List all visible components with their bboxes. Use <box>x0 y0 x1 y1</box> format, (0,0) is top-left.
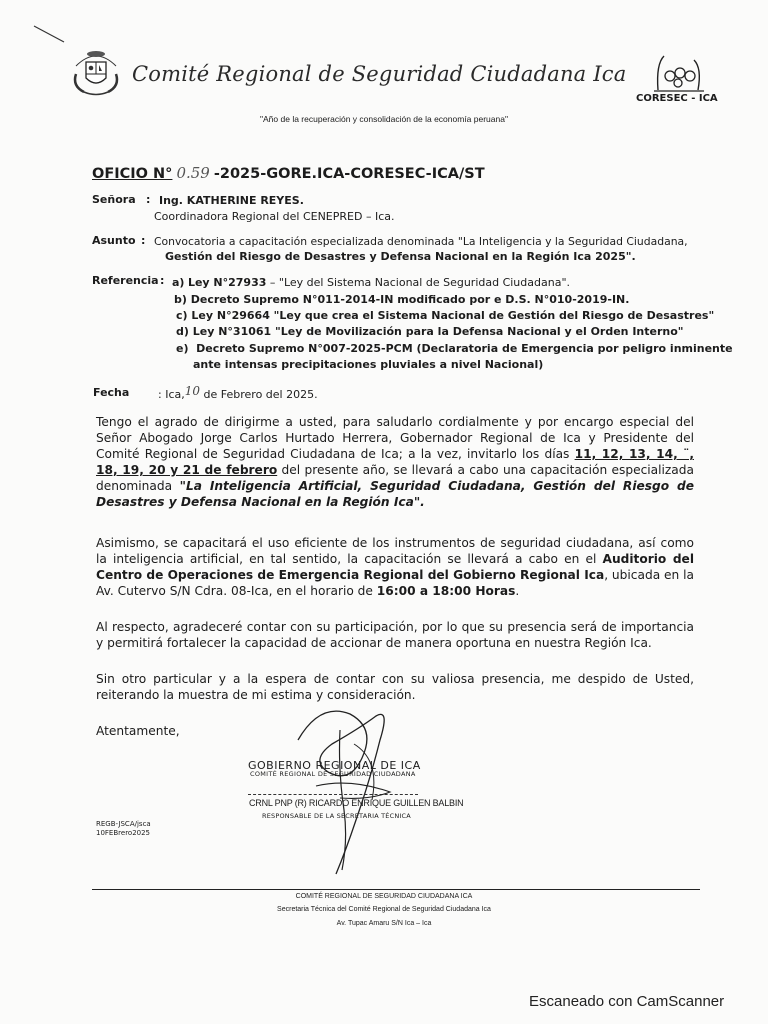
reference-item-e-line2: ante intensas precipitaciones pluviales a nivel Nacional) <box>193 358 544 371</box>
initials-line-1: REGB-JSCA/jsca <box>96 820 151 828</box>
recipient-name: Ing. KATHERINE REYES. <box>159 194 304 207</box>
signatory-name: CRNL PNP (R) RICARDO ENRIQUE GUILLEN BALBIN <box>249 798 464 808</box>
colon: : <box>141 234 146 247</box>
ref-letter: c) <box>176 309 188 322</box>
pen-mark <box>32 22 66 46</box>
reference-item-d <box>176 325 684 338</box>
ref-bold: Ley N°27933 <box>187 276 267 289</box>
oficio-number <box>92 164 485 182</box>
oficio-prefix: OFICIO N° <box>92 166 173 182</box>
date-handwritten-day: 10 <box>184 384 201 398</box>
reference-item-a <box>172 276 570 289</box>
p2-text-2: , ubicada en la Av. Cutervo S/N Cdra. 08-Ica, en el horario de <box>96 568 694 598</box>
p1-days: 11, 12, 13, 14, ¨, 18, 19, 20 y 21 de febrero <box>96 447 694 477</box>
p2-text: Asimismo, se capacitará el uso eficiente de los instrumentos de seguridad ciudadana, así como la inteligencia artificial, en tal sentido, la capacitación se llevará a cabo en el <box>96 536 694 566</box>
ref-letter: d) <box>176 325 189 338</box>
recipient-label: Señora <box>92 193 136 206</box>
committee-title: Comité Regional de Seguridad Ciudadana Ica <box>132 62 627 86</box>
subject-line-1 <box>154 235 688 248</box>
p1-text: Tengo el agrado de dirigirme a usted, para saludarlo cordialmente y por encargo especial del Señor Abogado Jorge Carlos Hurtado Herrera, Gobernador Regional de Ica y Presidente del Comité Regional de Seguridad Ciudadana de Ica; a la vez, invitarlo los días <box>96 415 694 461</box>
ref-letter: b) <box>174 293 187 306</box>
coresec-label: CORESEC - ICA <box>636 93 718 104</box>
ref-bold: Decreto Supremo N°007-2025-PCM (Declaratoria de Emergencia por peligro inminente <box>196 342 733 355</box>
signature-org-sub: COMITÉ REGIONAL DE SEGURIDAD CIUDADANA <box>250 770 416 778</box>
reference-label: Referencia <box>92 274 159 287</box>
date-value <box>158 384 318 401</box>
coresec-logo-icon <box>648 54 708 94</box>
p1-text-2: del presente año, se llevará a cabo una capacitación especializada denominada <box>96 463 694 493</box>
footer-line-1: COMITÉ REGIONAL DE SEGURIDAD CIUDADANA ICA <box>295 893 473 900</box>
signatory-role: RESPONSABLE DE LA SECRETARIA TÉCNICA <box>262 812 411 820</box>
ref-letter: e) <box>176 342 189 355</box>
date-label: Fecha <box>93 386 130 399</box>
p1-course-title: "La Inteligencia Artificial, Seguridad Ciudadana, Gestión del Riesgo de Desastres y Defensa Nacional en la Región Ica". <box>96 479 694 509</box>
subject-line-2: Gestión del Riesgo de Desastres y Defensa Nacional en la Región Ica 2025". <box>165 250 636 263</box>
reference-item-b <box>174 293 629 306</box>
ref-letter: a) <box>172 276 185 289</box>
peru-coat-of-arms-icon <box>68 44 124 100</box>
reference-item-c <box>176 309 714 322</box>
body-paragraph-1 <box>96 414 694 510</box>
closing: Atentamente, <box>96 724 180 738</box>
date-prefix: : Ica, <box>158 388 185 401</box>
footer-line-3: Av. Tupac Amaru S/N Ica – Ica <box>336 920 432 927</box>
body-paragraph-2 <box>96 535 694 599</box>
footer-line-2: Secretaria Técnica del Comité Regional de Seguridad Ciudadana Ica <box>277 906 491 913</box>
footer-divider <box>92 889 700 890</box>
colon: : <box>146 193 151 206</box>
recipient-title: Coordinadora Regional del CENEPRED – Ica. <box>154 210 395 223</box>
subject-text-1: Convocatoria a capacitación especializada denominada "La Inteligencia y la Seguridad Ciudadana, <box>154 235 688 248</box>
body-paragraph-4: Sin otro particular y a la espera de contar con su valiosa presencia, me despido de Usted, reiterando la muestra de mi estima y consideración. <box>96 672 694 702</box>
ref-bold: Decreto Supremo N°011-2014-IN modificado por e D.S. N°010-2019-IN. <box>190 293 630 306</box>
p2-text-3: . <box>515 584 520 598</box>
oficio-suffix: -2025-GORE.ICA-CORESEC-ICA/ST <box>213 166 485 182</box>
reference-item-e <box>176 342 733 355</box>
oficio-handwritten-number: 0.59 <box>176 164 210 182</box>
ref-bold: Ley N°31061 "Ley de Movilización para la Defensa Nacional y el Orden Interno" <box>192 325 684 338</box>
ref-text: – "Ley del Sistema Nacional de Seguridad Ciudadana". <box>266 276 570 289</box>
colon: : <box>160 274 165 287</box>
p2-place: Auditorio del Centro de Operaciones de Emergencia Regional del Gobierno Regional Ica <box>96 552 694 582</box>
p2-time: 16:00 a 18:00 Horas <box>376 584 516 598</box>
subject-label: Asunto <box>92 234 136 247</box>
initials-line-2: 10FEBrero2025 <box>96 829 151 837</box>
handwritten-signature <box>280 700 420 880</box>
signature-org: GOBIERNO REGIONAL DE ICA <box>248 759 421 772</box>
camscanner-watermark: Escaneado con CamScanner <box>529 993 725 1010</box>
body-paragraph-3: Al respecto, agradeceré contar con su participación, por lo que su presencia será de importancia y permitirá fortalecer la capacidad de accionar de manera oportuna en nuestra Región Ica. <box>96 620 694 650</box>
reference-initials <box>96 820 151 838</box>
date-suffix: de Febrero del 2025. <box>200 388 318 401</box>
ref-bold: Ley N°29664 "Ley que crea el Sistema Nacional de Gestión del Riesgo de Desastres" <box>191 309 715 322</box>
year-motto: "Año de la recuperación y consolidación de la economía peruana" <box>260 114 508 124</box>
